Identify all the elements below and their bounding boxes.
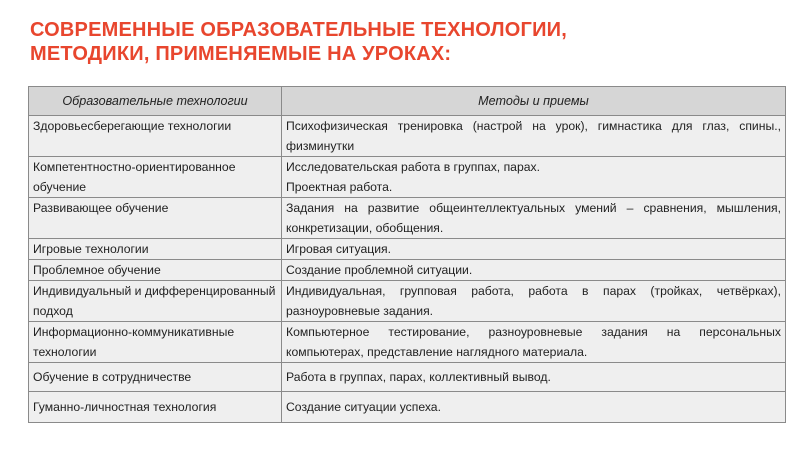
table-row [29,239,786,260]
method-line-1: Исследовательская работа в группах, парах. [286,160,540,174]
technology-cell: Развивающее обучение [29,198,282,239]
technologies-table [28,86,786,423]
table-row [29,322,786,363]
method-cell: Компьютерное тестирование, разноуровневые задания на персональных компьютерах, представление наглядного материала. [282,322,786,363]
table-row [29,363,786,392]
method-cell: Задания на развитие общеинтеллектуальных умений – сравнения, мышления, конкретизации, обобщения. [282,198,786,239]
method-cell [282,157,786,198]
table-row [29,392,786,423]
technology-cell: Компетентностно-ориентированное обучение [29,157,282,198]
technology-cell: Проблемное обучение [29,260,282,281]
method-line-2: Проектная работа. [286,180,393,194]
method-cell: Создание проблемной ситуации. [282,260,786,281]
header-methods: Методы и приемы [282,87,786,116]
technology-cell: Игровые технологии [29,239,282,260]
method-cell: Психофизическая тренировка (настрой на урок), гимнастика для глаз, спины., физминутки [282,116,786,157]
table-row [29,157,786,198]
table-row [29,260,786,281]
technology-cell: Индивидуальный и дифференцированный подход [29,281,282,322]
slide-title [30,18,770,66]
technology-cell: Обучение в сотрудничестве [29,363,282,392]
method-cell: Работа в группах, парах, коллективный вывод. [282,363,786,392]
table-row [29,281,786,322]
table-header-row [29,87,786,116]
method-cell: Создание ситуации успеха. [282,392,786,423]
table-row [29,198,786,239]
slide-title-line-1: СОВРЕМЕННЫЕ ОБРАЗОВАТЕЛЬНЫЕ ТЕХНОЛОГИИ, [30,19,567,41]
table-row [29,116,786,157]
technology-cell: Информационно-коммуникативные технологии [29,322,282,363]
slide-title-line-2: МЕТОДИКИ, ПРИМЕНЯЕМЫЕ НА УРОКАХ: [30,43,452,65]
method-cell: Игровая ситуация. [282,239,786,260]
method-cell: Индивидуальная, групповая работа, работа в парах (тройках, четвёрках), разноуровневые задания. [282,281,786,322]
technology-cell: Гуманно-личностная технология [29,392,282,423]
header-technologies: Образовательные технологии [29,87,282,116]
technology-cell: Здоровьесберегающие технологии [29,116,282,157]
